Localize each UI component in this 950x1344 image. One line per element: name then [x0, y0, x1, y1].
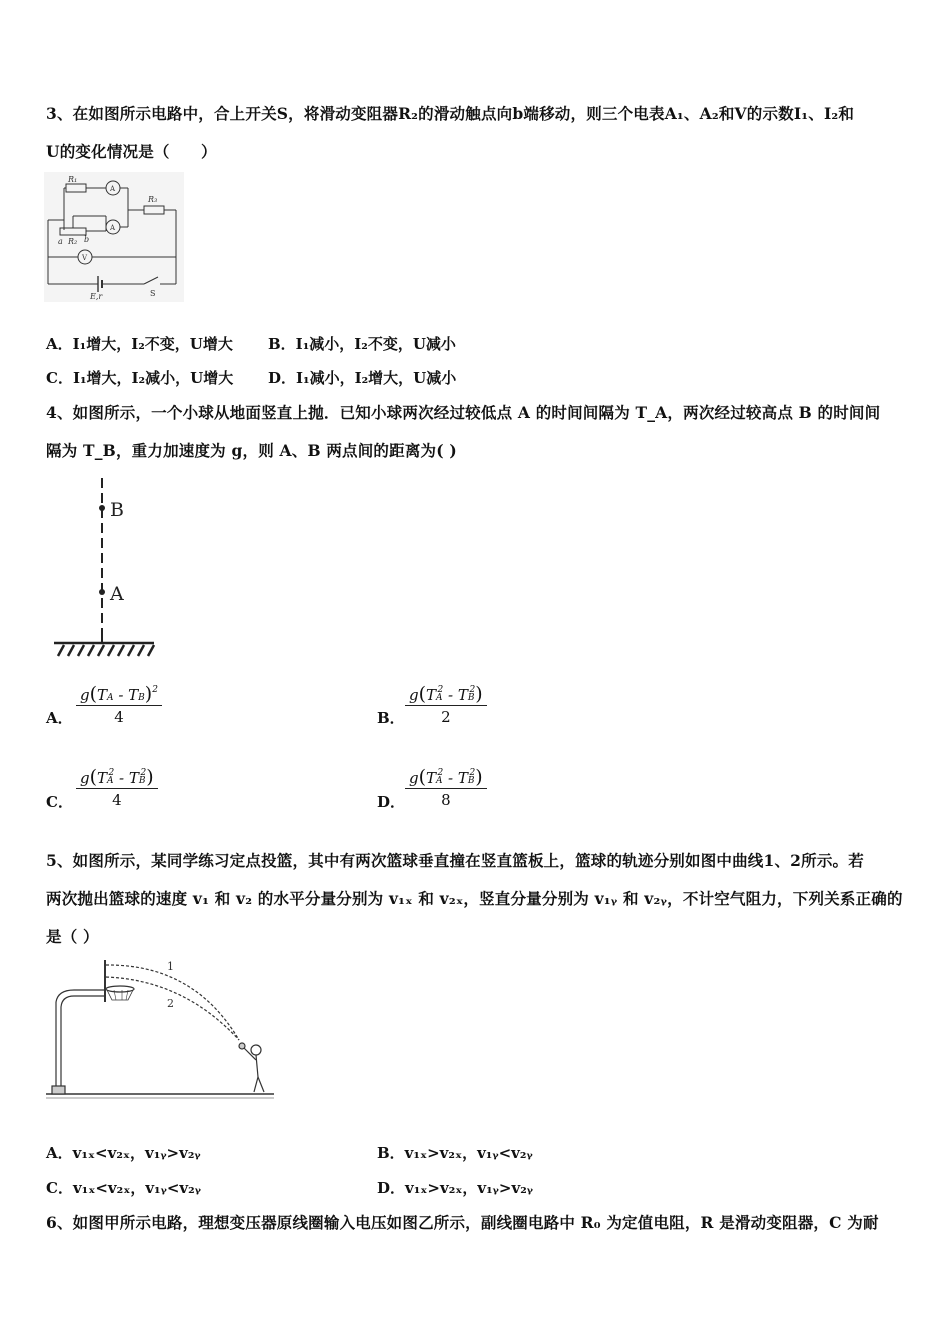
q3-option-b: B．I₁减小，I₂不变，U减小	[268, 335, 456, 353]
point-a	[99, 589, 105, 595]
q4-option-d-numerator: $g(TA^2 - TB^2)$	[405, 766, 487, 789]
q4-option-d-letter: D．	[377, 793, 406, 811]
q4-option-a-numerator: g(TA - TB)$^2$	[76, 683, 162, 706]
q4-option-b-numerator: $g(TA^2 - TB^2)$	[405, 683, 487, 706]
point-b	[99, 505, 105, 511]
q4-option-d-denominator: 8	[441, 791, 451, 809]
q5-basketball-diagram	[44, 952, 276, 1106]
a2-glyph: A	[110, 224, 116, 232]
q4-option-c-fraction	[76, 766, 158, 809]
label-s: S	[150, 289, 156, 298]
label-r3: R₃	[148, 195, 158, 204]
q4-option-b-denominator: 2	[441, 708, 451, 726]
q5-option-a: A．v₁ₓ<v₂ₓ，v₁ᵧ>v₂ᵧ	[46, 1144, 201, 1162]
q5-stem-line3: 是（ ）	[46, 927, 99, 946]
q4-option-a-denominator: 4	[114, 708, 124, 726]
q5-stem-line1: 5、如图所示，某同学练习定点投篮，其中有两次篮球垂直撞在竖直篮板上，篮球的轨迹分别如图中曲线1、2所示。若	[46, 851, 864, 870]
v-glyph: V	[82, 254, 88, 262]
q3-option-d: D．I₁减小，I₂增大，U减小	[268, 369, 457, 387]
curve-label-2: 2	[167, 997, 174, 1010]
q3-stem-line1: 3、在如图所示电路中，合上开关S，将滑动变阻器R₂的滑动触点向b端移动，则三个电表A₁、A₂和V的示数I₁、I₂和	[46, 104, 855, 123]
curve-label-1: 1	[167, 960, 174, 973]
label-b: b	[84, 235, 90, 244]
label-a: a	[58, 237, 63, 246]
player-head	[251, 1045, 261, 1055]
q5-option-d: D．v₁ₓ>v₂ₓ，v₁ᵧ>v₂ᵧ	[377, 1179, 534, 1197]
q4-option-c-letter: C．	[46, 793, 73, 811]
q4-option-c-numerator: $g(TA^2 - TB^2)$	[76, 766, 158, 789]
q3-stem-line2: U的变化情况是（ ）	[46, 142, 217, 161]
q5-option-c: C．v₁ₓ<v₂ₓ，v₁ᵧ<v₂ᵧ	[46, 1179, 201, 1197]
q4-stem-line1: 4、如图所示，一个小球从地面竖直上抛．已知小球两次经过较低点 A 的时间间隔为 T_A，两次经过较高点 B 的时间间	[46, 403, 881, 422]
q4-option-a-letter: A．	[46, 709, 73, 727]
label-b: B	[110, 499, 124, 521]
q3-option-c: C．I₁增大，I₂减小，U增大	[46, 369, 234, 387]
label-er: E,r	[90, 292, 103, 301]
q3-circuit-diagram	[44, 172, 184, 302]
label-r1: R₁	[68, 175, 78, 184]
q4-stem-line2: 隔为 T_B，重力加速度为 g，则 A、B 两点间的距离为( )	[46, 441, 457, 460]
q4-option-a-fraction	[76, 683, 162, 726]
a1-glyph: A	[110, 185, 116, 193]
q4-option-c-denominator: 4	[112, 791, 122, 809]
q4-option-d-fraction	[405, 766, 487, 809]
q5-stem-line2: 两次抛出篮球的速度 v₁ 和 v₂ 的水平分量分别为 v₁ₓ 和 v₂ₓ，竖直分量分别为 v₁ᵧ 和 v₂ᵧ，不计空气阻力，下列关系正确的	[46, 889, 903, 908]
q4-option-b-fraction	[405, 683, 487, 726]
q3-option-a: A．I₁增大，I₂不变，U增大	[46, 335, 233, 353]
label-a: A	[110, 583, 124, 605]
label-r2: R₂	[68, 237, 78, 246]
q4-vertical-throw-diagram	[50, 470, 160, 660]
q4-option-b-letter: B．	[377, 709, 405, 727]
q5-option-b: B．v₁ₓ>v₂ₓ，v₁ᵧ<v₂ᵧ	[377, 1144, 533, 1162]
q6-stem-line1: 6、如图甲所示电路，理想变压器原线圈输入电压如图乙所示，副线圈电路中 R₀ 为定值电阻，R 是滑动变阻器，C 为耐	[46, 1213, 879, 1232]
